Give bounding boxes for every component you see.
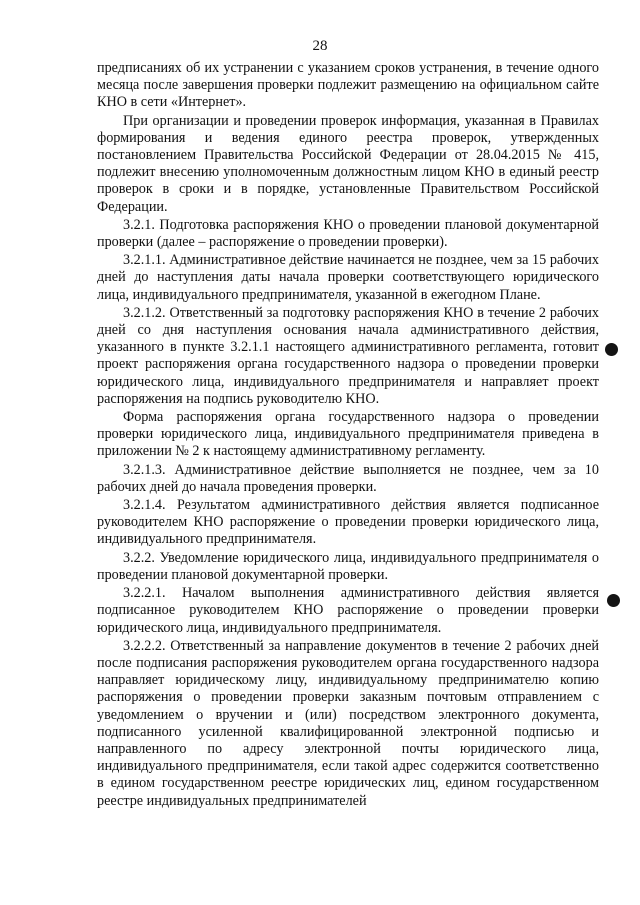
binder-hole-mark [607,594,620,607]
paragraph-3-2-1-2: 3.2.1.2. Ответственный за подготовку распоряжения КНО в течение 2 рабочих дней со дня наступления основания начала административного действия, указанного в пункте 3.2.1.1 настоящего административного регламента, готовит проект распоряжения органа государственного надзора о проведении проверки юридического лица, индивидуального предпринимателя и направляет проект распоряжения на подпись руководителю КНО. [97,304,599,407]
section-3-2-1-heading: 3.2.1. Подготовка распоряжения КНО о проведении плановой документарной проверки (далее – распоряжение о проведении проверки). [97,216,599,251]
section-3-2-2-heading: 3.2.2. Уведомление юридического лица, индивидуального предпринимателя о проведении плановой документарной проверки. [97,549,599,583]
paragraph-continuation: предписаниях об их устранении с указанием сроков устранения, в течение одного месяца после завершения проверки подлежит размещению на официальном сайте КНО в сети «Интернет». [97,60,599,111]
binder-hole-mark [605,343,618,356]
paragraph-3-2-1-4: 3.2.1.4. Результатом административного действия является подписанное руководителем КНО распоряжение о проведении проверки юридического лица, индивидуального предпринимателя. [97,497,599,548]
paragraph-3-2-1-1: 3.2.1.1. Административное действие начинается не позднее, чем за 15 рабочих дней до наступления даты начала проверки соответствующего юридического лица, индивидуального предпринимателя, указанной в ежегодном Плане. [97,252,599,303]
document-body [97,60,599,810]
page-number: 28 [312,38,328,54]
paragraph-3-2-2-2: 3.2.2.2. Ответственный за направление документов в течение 2 рабочих дней после подписания распоряжения руководителем органа государственного надзора направляет юридическому лицу, индивидуальному предпринимателю копию распоряжения о проведении проверки заказным почтовым отправлением с уведомлением о вручении и (или) посредством электронного документа, подписанного усиленной квалифицированной электронной подписью и направленного по адресу электронной почты юридического лица, индивидуального предпринимателя, если такой адрес содержится соответственно в едином государственном реестре юридических лиц, едином государственном реестре индивидуальных предпринимателей [97,637,599,809]
paragraph-registry: При организации и проведении проверок информация, указанная в Правилах формирования и ведения единого реестра проверок, утвержденных постановлением Правительства Российской Федерации от 28.04.2015 № 415, подлежит внесению уполномоченным должностным лицом КНО в единый реестр проверок в сроки и в порядке, установленные Правительством Российской Федерации. [97,112,599,215]
paragraph-3-2-1-3: 3.2.1.3. Административное действие выполняется не позднее, чем за 10 рабочих дней до начала проведения проверки. [97,461,599,495]
paragraph-form-reference: Форма распоряжения органа государственного надзора о проведении проверки юридического лица, индивидуального предпринимателя приведена в приложении № 2 к настоящему административному регламенту. [97,409,599,460]
paragraph-3-2-2-1: 3.2.2.1. Началом выполнения административного действия является подписанное руководителем КНО распоряжение о проведении проверки юридического лица, индивидуального предпринимателя. [97,585,599,636]
